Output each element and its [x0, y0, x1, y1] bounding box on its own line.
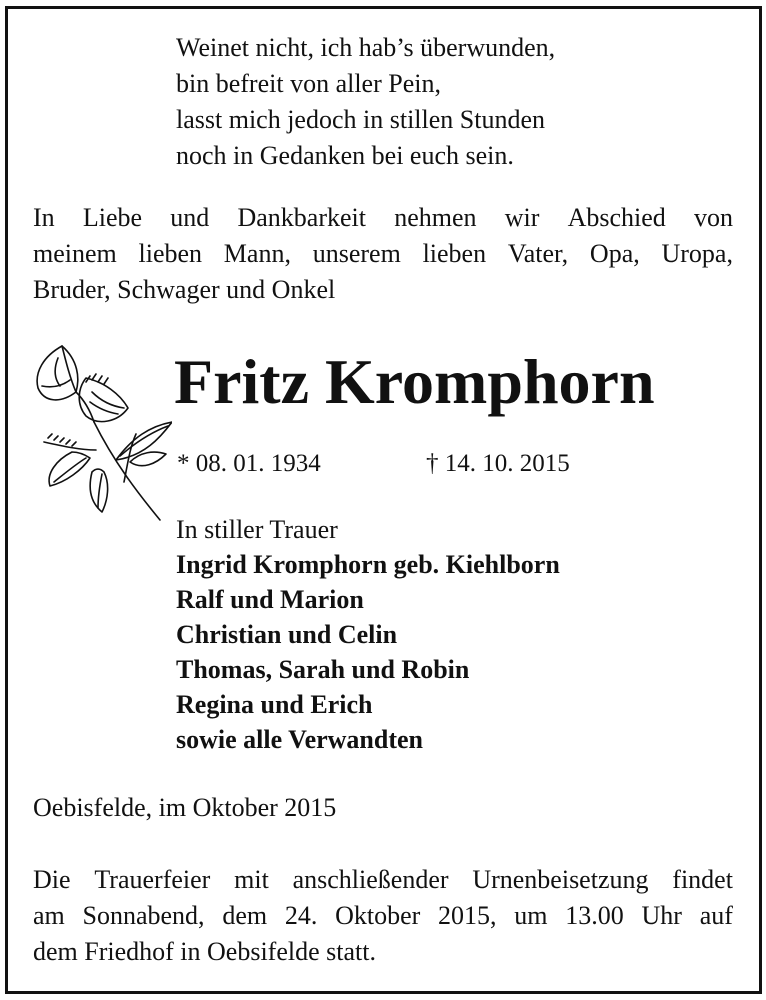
service-line-1 [33, 862, 733, 898]
word: um [514, 901, 548, 930]
word: Opa, [589, 239, 640, 268]
word: wir [504, 203, 540, 232]
word: 2015, [438, 901, 497, 930]
poem-line: lasst mich jedoch in stillen Stunden [176, 105, 546, 134]
poem-verse [176, 30, 696, 174]
service-line-3: dem Friedhof in Oebsifelde statt. [33, 937, 376, 966]
mourner-name: Ralf und Marion [176, 585, 364, 614]
word: Mann, [223, 239, 291, 268]
farewell-line-2 [33, 236, 733, 272]
word: findet [672, 865, 733, 894]
farewell-line-1 [33, 200, 733, 236]
mourner-name: sowie alle Verwandten [176, 725, 423, 754]
word: Trauerfeier [94, 865, 211, 894]
death-date: † 14. 10. 2015 [426, 450, 570, 477]
poem-line: bin befreit von aller Pein, [176, 69, 441, 98]
word: Dankbarkeit [237, 203, 366, 232]
word: dem [222, 901, 268, 930]
mourner-name: Ingrid Kromphorn geb. Kiehlborn [176, 550, 560, 579]
word: lieben [422, 239, 487, 268]
service-line-2 [33, 898, 733, 934]
farewell-line-3: Bruder, Schwager und Onkel [33, 275, 336, 304]
word: lieben [138, 239, 203, 268]
deceased-name: Fritz Kromphorn [174, 346, 655, 417]
farewell-text [33, 200, 733, 308]
word: Uropa, [661, 239, 733, 268]
word: Sonnabend, [82, 901, 205, 930]
word: und [170, 203, 210, 232]
birth-date: * 08. 01. 1934 [177, 450, 321, 477]
word: In [33, 203, 55, 232]
word: Abschied [567, 203, 666, 232]
word: von [693, 203, 733, 232]
word: Vater, [507, 239, 569, 268]
funeral-service-text [33, 862, 733, 970]
poem-line: Weinet nicht, ich hab’s überwunden, [176, 33, 556, 62]
word: Urnenbeisetzung [472, 865, 649, 894]
word: 24. [284, 901, 318, 930]
mourner-name: Thomas, Sarah und Robin [176, 655, 470, 684]
calla-lily-icon [32, 342, 172, 527]
word: Liebe [82, 203, 143, 232]
mourner-name: Christian und Celin [176, 620, 398, 649]
word: Uhr [641, 901, 682, 930]
poem-line: noch in Gedanken bei euch sein. [176, 141, 514, 170]
word: auf [699, 901, 733, 930]
mourning-heading: In stiller Trauer [176, 515, 338, 544]
word: nehmen [394, 203, 477, 232]
place-and-date: Oebisfelde, im Oktober 2015 [33, 793, 337, 822]
word: am [33, 901, 65, 930]
word: Oktober [335, 901, 421, 930]
word: 13.00 [565, 901, 624, 930]
word: anschließender [292, 865, 449, 894]
mourners-list [176, 512, 736, 757]
word: mit [234, 865, 269, 894]
mourner-name: Regina und Erich [176, 690, 373, 719]
word: unserem [312, 239, 401, 268]
word: meinem [33, 239, 117, 268]
word: Die [33, 865, 71, 894]
